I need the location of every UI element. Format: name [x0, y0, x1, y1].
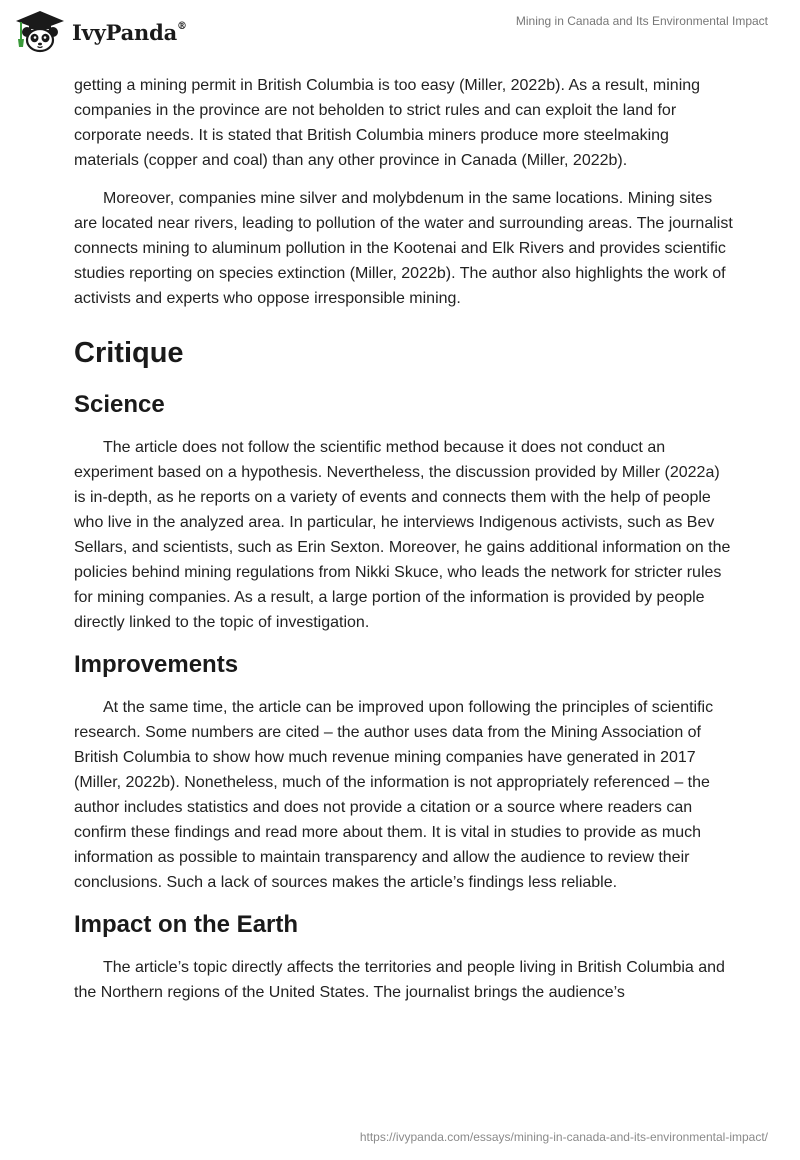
paragraph: Moreover, companies mine silver and molybdenum in the same locations. Mining sites are located near rivers, leading to pollution of the water and surrounding areas. The journalist connects mining to aluminum pollution in the Kootenai and Elk Rivers and provides scientific studies reporting on species extinction (Miller, 2022b). The author also highlights the work of activists and experts who oppose irresponsible mining. — [74, 190, 733, 307]
panda-graduate-icon — [14, 9, 66, 53]
science-paragraph: The article does not follow the scientific method because it does not conduct an experiment based on a hypothesis. Nevertheless, the discussion provided by Miller (2022a) is in-depth, as he reports on a variety of events and connects them with the help of people who live in the analyzed area. In particular, he interviews Indigenous activists, such as Bev Sellars, and scientists, such as Erin Sexton. Moreover, he gains additional information on the policies behind mining regulations from Nikki Skuce, who leads the network for stricter rules for mining companies. As a result, a large portion of the information is provided by people directly linked to the topic of investigation. — [74, 439, 731, 631]
document-title: Mining in Canada and Its Environmental Impact — [515, 14, 768, 28]
impact-heading: Impact on the Earth — [74, 911, 299, 938]
paragraph-continued: getting a mining permit in British Columbia is too easy (Miller, 2022b). As a result, mining companies in the province are not beholden to strict rules and can exploit the land for corporate needs. It is stated that British Columbia miners produce more steelmaking materials (copper and coal) than any other province in Canada (Miller, 2022b). — [74, 77, 701, 169]
science-heading: Science — [74, 391, 165, 418]
critique-heading: Critique — [74, 337, 184, 369]
footer-url-link[interactable]: https://ivypanda.com/essays/mining-in-canada-and-its-environmental-impact/ — [359, 1130, 768, 1144]
improvements-paragraph: At the same time, the article can be improved upon following the principles of scientific research. Some numbers are cited – the author uses data from the Mining Association of British Columbia to show how much revenue mining companies have generated in 2017 (Miller, 2022b). Nonetheless, much of the information is not appropriately referenced – the author includes statistics and does not provide a citation or a source where readers can confirm these findings and read more about them. It is vital in studies to provide as much information as possible to maintain transparency and allow the audience to review their conclusions. Such a lack of sources makes the article’s findings less reliable. — [74, 699, 714, 891]
brand-name: IvyPanda® — [72, 19, 187, 45]
essay-content — [74, 73, 734, 1018]
ivypanda-logo[interactable] — [14, 9, 187, 53]
page-header — [0, 0, 800, 64]
improvements-heading: Improvements — [74, 651, 239, 678]
impact-paragraph: The article’s topic directly affects the territories and people living in British Columbia and the Northern regions of the United States. The journalist brings the audience’s — [74, 959, 725, 1001]
